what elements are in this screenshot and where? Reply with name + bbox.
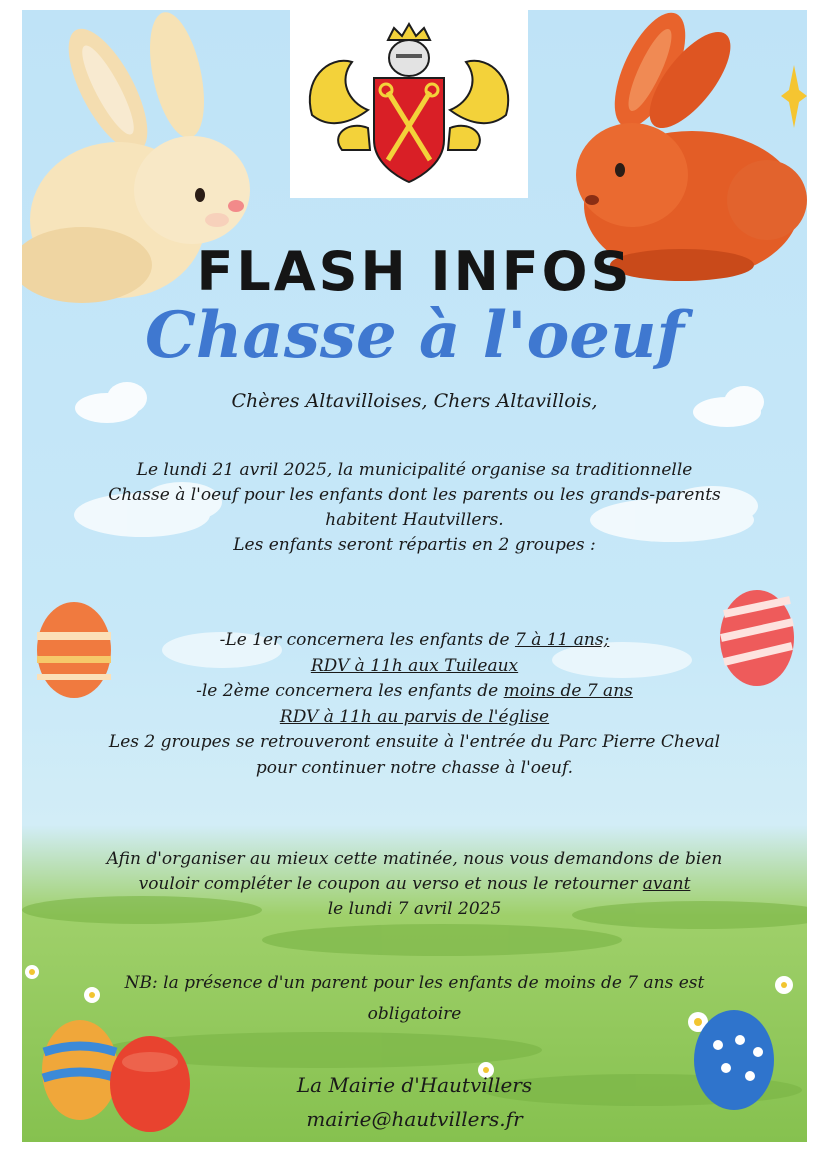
intro-paragraph: [34, 458, 795, 558]
group-2-ages: moins de 7 ans: [503, 681, 633, 701]
organise-paragraph: [34, 847, 795, 922]
organise-line: Afin d'organiser au mieux cette matinée, nous vous demandons de bien: [106, 849, 723, 869]
group-1-line: [34, 628, 795, 654]
greeting: Chères Altavilloises, Chers Altavillois,: [231, 390, 598, 412]
coat-of-arms-box: [290, 10, 528, 198]
group-1-prefix: -Le 1er concernera les enfants de: [219, 630, 515, 650]
note-paragraph: [34, 968, 795, 1030]
intro-line: habitent Hautvillers.: [325, 510, 504, 530]
signature-block: [34, 1068, 795, 1136]
intro-line: Les enfants seront répartis en 2 groupes :: [233, 535, 596, 555]
group-1-ages: 7 à 11 ans;: [514, 630, 610, 650]
intro-line: Chasse à l'oeuf pour les enfants dont les parents ou les grands-parents: [108, 485, 721, 505]
organise-line: [34, 872, 795, 897]
contact-email: mairie@hautvillers.fr: [306, 1107, 523, 1131]
deadline-date: le lundi 7 avril 2025: [327, 899, 502, 919]
easter-poster: [22, 10, 807, 1142]
sparkle-icon: [781, 65, 807, 128]
intro-line: Le lundi 21 avril 2025, la municipalité organise sa traditionnelle: [136, 460, 693, 480]
signature-name: La Mairie d'Hautvillers: [296, 1073, 533, 1097]
page-title: FLASH INFOS: [196, 240, 633, 303]
coat-of-arms-icon: [290, 10, 528, 198]
group-1-meeting-point: RDV à 11h aux Tuileaux: [310, 655, 519, 676]
reunite-line: pour continuer notre chasse à l'oeuf.: [255, 757, 574, 778]
reunite-line: Les 2 groupes se retrouveront ensuite à l'entrée du Parc Pierre Cheval: [108, 732, 721, 752]
groups-paragraph: [34, 628, 795, 781]
group-2-line: [34, 679, 795, 705]
group-2-meeting-point: RDV à 11h au parvis de l'église: [279, 706, 550, 727]
page-subtitle: Chasse à l'oeuf: [144, 298, 685, 373]
organise-before-emphasis: avant: [642, 874, 691, 894]
note-line: obligatoire: [367, 1004, 462, 1024]
organise-line-prefix: vouloir compléter le coupon au verso et nous le retourner: [138, 874, 643, 894]
note-line: NB: la présence d'un parent pour les enfants de moins de 7 ans est: [124, 973, 705, 993]
group-2-prefix: -le 2ème concernera les enfants de: [196, 681, 504, 701]
